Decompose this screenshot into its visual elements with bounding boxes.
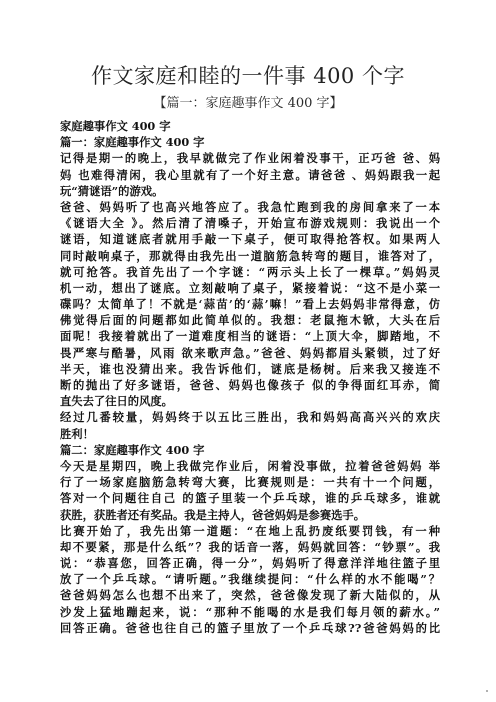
text-line: 机一动，想出了谜底。立刻敲响了桌子，紧接着说：“这不是小菜一 [60,280,440,295]
text-line: 爸爸妈妈怎么也想不出来了，突然，爸爸像发现了新大陆似的，从 [60,588,440,603]
text-line: 却不要紧，那是什么纸”？我的话音一落，妈妈就回答：“钞票”。我 [60,539,440,554]
text-line: 胜利！ [60,426,94,441]
text-line: 获胜，获胜者还有奖品。我是主持人，爸爸妈妈是参赛选手。 [60,507,366,522]
text-line: 就可抢答。我首先出了一个字谜：“两示头上长了一棵草。”妈妈灵 [60,264,440,279]
text-line: 回答正确。爸爸也往自己的篮子里放了一个乒乓球??爸爸妈妈的比 [60,620,440,635]
text-line: 同时敲响桌子，那就得由我先出一道脑筋急转弯的题目，谁答对了， [60,248,440,263]
section-heading: 家庭趣事作文 400 字 [60,119,171,133]
chapter-heading: 篇二：家庭趣事作文 400 字 [60,442,205,457]
text-line: 行了一场家庭脑筋急转弯大赛，比赛规则是：一共有十一个问题， [60,475,440,490]
text-line: 今天是星期四，晚上我做完作业后，闲着没事做，拉着爸爸妈妈 举 [60,458,440,473]
text-line: 答对一个问题往自己 的篮子里装一个乒乓球，谁的乒乓球多，谁就 [60,491,440,506]
text-line: 经过几番较量，妈妈终于以五比三胜出，我和妈妈高高兴兴的欢庆 [60,410,440,425]
text-line: 直失去了往日的风度。 [60,394,173,409]
text-line: 玩“猜谜语”的游戏。 [60,183,164,198]
page-title: 作文家庭和睦的一件事 400 个字 [91,64,405,88]
text-line: 沙发上猛地蹦起来，说：“那种不能喝的水是我们每月领的薪水。” [60,604,440,619]
text-line: 爸爸、妈妈听了也高兴地答应了。我急忙跑到我的房间拿来了一本 [60,199,440,214]
text-line: 畏严寒与酷暑，风雨 欲来歌声急。”爸爸、妈妈都眉头紧锁，过了好 [60,345,440,360]
text-line: 比赛开始了，我先出第一道题：“在地上乱扔废纸要罚钱，有一种 [60,523,440,538]
text-line: 《谜语大全 》。然后清了清嗓子，开始宣布游戏规则：我说出一个 [60,216,440,231]
text-line: 半天，谁也没猜出来。我告诉他们，谜底是杨树。后来我又接连不 [60,361,440,376]
text-line: 妈 也难得清闲，我心里就有了一个好主意。请爸爸 、妈妈跟我一起 [60,167,440,182]
text-line: 断的抛出了好多谜语，爸爸、妈妈也像孩子 似的争得面红耳赤，简 [60,378,440,392]
chapter-heading: 篇一：家庭趣事作文 400 字 [60,135,205,150]
text-line: 面呢！我接着就出了一道难度相当的谜语：“上顶大伞，脚踏地，不 [60,329,440,344]
scan-dot [486,690,488,692]
text-line: 碟吗？太简单了！不就是‘蒜苗’的‘蒜’嘛！”看上去妈妈非常得意，仿 [60,297,440,312]
page-subtitle: 【篇一：家庭趣事作文 400 字】 [153,96,343,111]
text-line: 说：“恭喜您，回答正确，得一分”，妈妈听了得意洋洋地往篮子里 [60,556,440,571]
text-line: 谜语，知道谜底者就用手敲一下桌子，便可取得抢答权。如果两人 [60,232,440,247]
text-line: 佛觉得后面的问题都如此简单似的。我想：老鼠拖木锨，大头在后 [60,313,440,328]
text-line: 放了一个乒乓球。“请听题。”我继续提问：“什么样的水不能喝”？ [60,572,440,587]
article-body [60,118,440,636]
text-line: 记得是期一的晚上，我早就做完了作业闲着没事干，正巧爸 爸、妈 [60,151,440,166]
